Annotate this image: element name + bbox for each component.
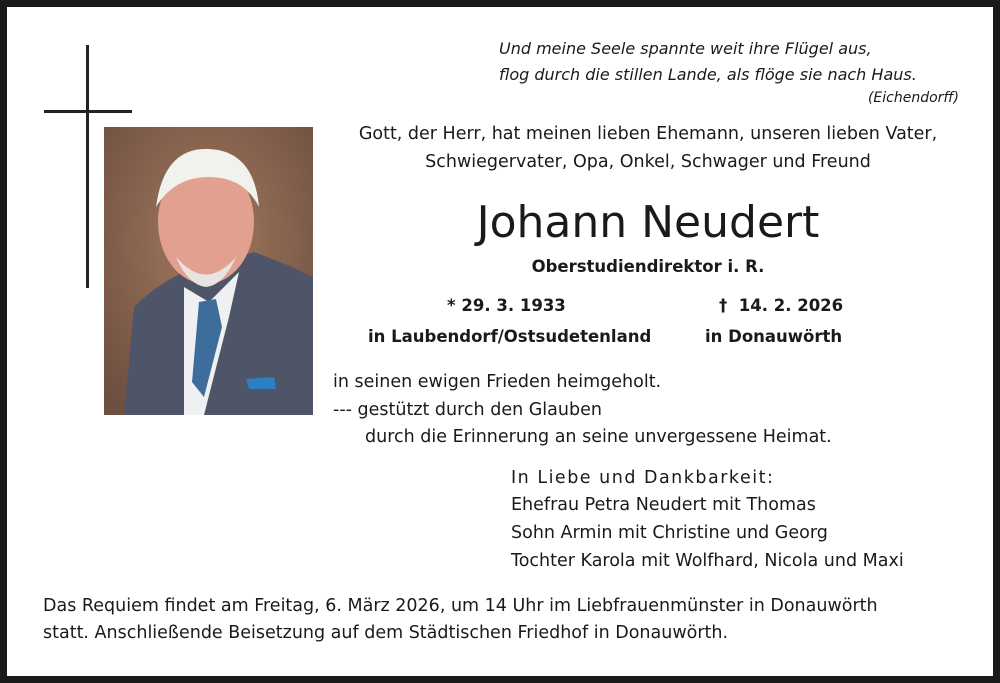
body-line: durch die Erinnerung an seine unvergessene Heimat. bbox=[365, 427, 832, 447]
death-symbol: † bbox=[719, 296, 728, 315]
birth-date-text: 29. 3. 1933 bbox=[461, 296, 566, 315]
death-place: in Donauwörth bbox=[705, 327, 843, 346]
intro-line: Schwiegervater, Opa, Onkel, Schwager und Freund bbox=[425, 152, 871, 172]
birth-symbol: * bbox=[447, 296, 456, 315]
birth-place: in Laubendorf/Ostsudetenland bbox=[368, 327, 652, 346]
intro-line: Gott, der Herr, hat meinen lieben Ehemann, unseren lieben Vater, bbox=[358, 124, 938, 144]
deceased-title: Oberstudiendirektor i. R. bbox=[531, 257, 765, 276]
poem-line: Und meine Seele spannte weit ihre Flügel aus, bbox=[499, 39, 872, 58]
funeral-info-line: Das Requiem findet am Freitag, 6. März 2026, um 14 Uhr im Liebfrauenmünster in Donauwörth bbox=[43, 596, 878, 616]
body-line: --- gestützt durch den Glauben bbox=[333, 400, 602, 420]
mourner-line: Tochter Karola mit Wolfhard, Nicola und Maxi bbox=[511, 551, 904, 571]
mourners-heading: In Liebe und Dankbarkeit: bbox=[511, 468, 775, 488]
death-date bbox=[719, 296, 843, 315]
birth-date bbox=[447, 296, 566, 315]
portrait-photo bbox=[104, 127, 313, 415]
body-line: in seinen ewigen Frieden heimgeholt. bbox=[333, 372, 662, 392]
funeral-info-line: statt. Anschließende Beisetzung auf dem Städtischen Friedhof in Donauwörth. bbox=[43, 623, 729, 643]
death-date-text: 14. 2. 2026 bbox=[738, 296, 844, 315]
cross-icon bbox=[86, 45, 89, 288]
poem-line: flog durch die stillen Lande, als flöge sie nach Haus. bbox=[499, 65, 917, 84]
poem-author: (Eichendorff) bbox=[867, 90, 959, 106]
mourner-line: Ehefrau Petra Neudert mit Thomas bbox=[511, 495, 816, 515]
deceased-name: Johann Neudert bbox=[476, 197, 820, 248]
cross-icon-bar bbox=[44, 110, 132, 113]
mourner-line: Sohn Armin mit Christine und Georg bbox=[511, 523, 828, 543]
